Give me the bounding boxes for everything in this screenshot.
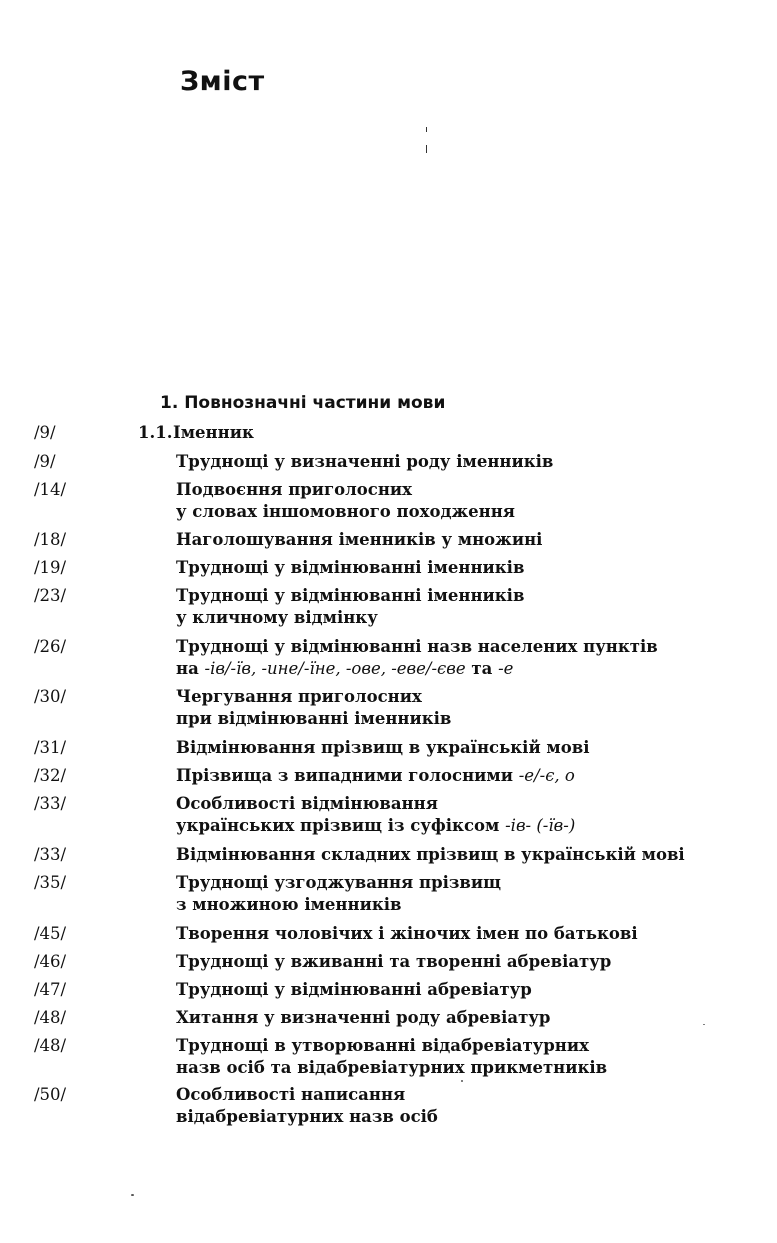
toc-entry-line: Труднощі у відмінюванні абревіатур — [176, 980, 532, 999]
toc-entry-line: Творення чоловічих і жіночих імен по батькові — [176, 924, 638, 943]
toc-entry-line: відабревіатурних назв осіб — [176, 1107, 438, 1126]
toc-entry-text — [176, 557, 736, 579]
toc-page-number: /33/ — [34, 845, 67, 864]
scan-mark — [426, 127, 427, 132]
scan-speck — [703, 1024, 705, 1025]
page-title: Зміст — [180, 66, 265, 97]
toc-entry-line: Хитання у визначенні роду абревіатур — [176, 1008, 551, 1027]
toc-entry-line: у кличному відмінку — [176, 608, 378, 627]
toc-entry-text — [176, 1084, 736, 1128]
toc-entry-prefix: на — [176, 659, 205, 678]
toc-page-number: /35/ — [34, 873, 67, 892]
toc-entry-text — [176, 923, 736, 945]
toc-entry-text — [176, 979, 736, 1001]
toc-entry-suffix: -е/-є, о — [518, 766, 575, 785]
toc-page-number: /14/ — [34, 480, 67, 499]
toc-entry-line: Чергування приголосних — [176, 687, 422, 706]
toc-page-number: /33/ — [34, 794, 67, 813]
toc-entry-text — [176, 765, 736, 787]
toc-entry-suffix: -е — [498, 659, 514, 678]
toc-entry-text — [176, 793, 736, 837]
toc-entry-text — [176, 529, 736, 551]
toc-entry-text — [176, 1035, 736, 1079]
toc-entry-text — [176, 585, 736, 629]
toc-page-number: /32/ — [34, 766, 67, 785]
toc-subsection-number: 1.1. — [138, 423, 173, 442]
scan-speck — [461, 1080, 463, 1082]
toc-entry-text — [176, 686, 736, 730]
toc-entry-prefix: та — [465, 659, 499, 678]
toc-page-number: /47/ — [34, 980, 67, 999]
toc-entry-line — [176, 658, 736, 680]
toc-page-number: /31/ — [34, 738, 67, 757]
toc-entry-line: у словах іншомовного походження — [176, 502, 515, 521]
toc-page-number: /46/ — [34, 952, 67, 971]
toc-entry-line: при відмінюванні іменників — [176, 709, 452, 728]
toc-page-number: /18/ — [34, 530, 67, 549]
toc-entry-line: Труднощі узгоджування прізвищ — [176, 873, 501, 892]
toc-entry-text — [176, 1007, 736, 1029]
toc-entry-line — [176, 765, 736, 787]
toc-page-number: /48/ — [34, 1036, 67, 1055]
toc-entry-text — [176, 479, 736, 523]
toc-page-number: /30/ — [34, 687, 67, 706]
toc-page-number: /26/ — [34, 637, 67, 656]
toc-page-number: /45/ — [34, 924, 67, 943]
toc-entry-prefix: Прізвища з випадними голосними — [176, 766, 519, 785]
toc-page-number: /19/ — [34, 558, 67, 577]
toc-entry-text — [176, 451, 736, 473]
toc-entry-line: назв осіб та відабревіатурних прикметників — [176, 1058, 608, 1077]
toc-entry-line: Відмінювання складних прізвищ в українській мові — [176, 845, 685, 864]
scan-mark — [426, 145, 427, 153]
toc-entry-text — [176, 951, 736, 973]
toc-entry-line: Особливості відмінювання — [176, 794, 438, 813]
toc-page-number: /9/ — [34, 452, 56, 471]
toc-entry-suffix: -ів- (-їв-) — [505, 816, 576, 835]
toc-page-number: /48/ — [34, 1008, 67, 1027]
toc-entry-line: Наголошування іменників у множині — [176, 530, 543, 549]
toc-entry-text — [176, 737, 736, 759]
toc-entry-text — [176, 872, 736, 916]
toc-subsection-title: Іменник — [173, 423, 254, 442]
section-heading: 1. Повнозначні частини мови — [160, 393, 446, 413]
toc-entry-line — [176, 815, 736, 837]
toc-entry-line: Труднощі в утворюванні відабревіатурних — [176, 1036, 589, 1055]
toc-entry-line: Труднощі у визначенні роду іменників — [176, 452, 554, 471]
toc-entry-line: Труднощі у відмінюванні іменників — [176, 558, 525, 577]
toc-page-number: /50/ — [34, 1085, 67, 1104]
toc-entry-text — [176, 636, 736, 680]
scan-speck — [131, 1194, 134, 1196]
toc-entry-text — [176, 844, 736, 866]
toc-entry-line: Подвоєння приголосних — [176, 480, 412, 499]
toc-entry-line: Труднощі у відмінюванні іменників — [176, 586, 525, 605]
toc-page-number: /23/ — [34, 586, 67, 605]
toc-page-number: /9/ — [34, 423, 56, 442]
toc-entry-line: Труднощі у вживанні та творенні абревіатур — [176, 952, 612, 971]
toc-entry-prefix: українських прізвищ із суфіксом — [176, 816, 506, 835]
toc-entry-line: Труднощі у відмінюванні назв населених пунктів — [176, 637, 658, 656]
toc-entry-line: Особливості написання — [176, 1085, 406, 1104]
toc-entry-suffix: -ів/-їв, -ине/-їне, -ове, -еве/-єве — [204, 659, 466, 678]
toc-entry-line: з множиною іменників — [176, 895, 402, 914]
toc-entry-line: Відмінювання прізвищ в українській мові — [176, 738, 590, 757]
